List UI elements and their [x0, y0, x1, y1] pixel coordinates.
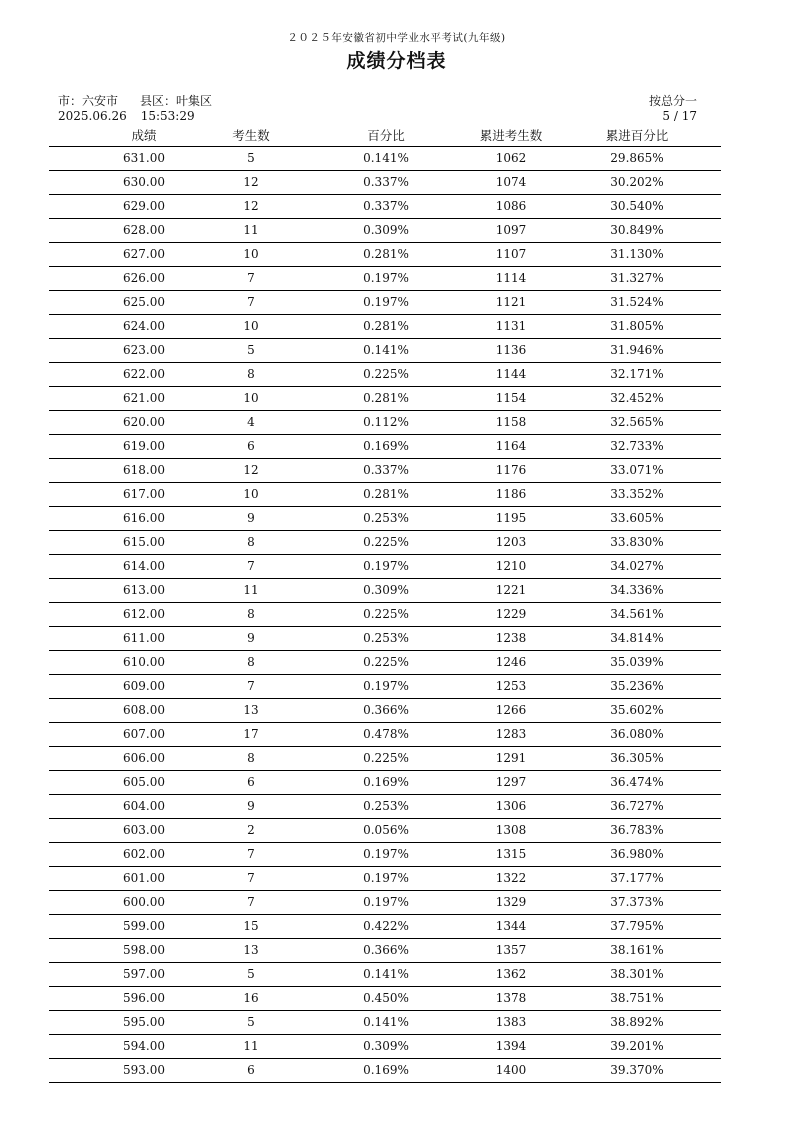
- score-cell: 606.00: [123, 751, 165, 765]
- score-cell: 604.00: [123, 799, 165, 813]
- cumulative-percent-cell: 31.327%: [610, 271, 664, 285]
- table-row: [49, 891, 721, 915]
- cumulative-count-cell: 1186: [495, 487, 527, 501]
- count-cell: 9: [247, 511, 255, 525]
- table-body: [49, 147, 721, 1083]
- percent-cell: 0.337%: [363, 175, 409, 189]
- cumulative-percent-cell: 31.805%: [610, 319, 664, 333]
- percent-cell: 0.309%: [363, 223, 409, 237]
- score-cell: 628.00: [123, 223, 165, 237]
- cumulative-count-cell: 1136: [495, 343, 527, 357]
- table-row: [49, 843, 721, 867]
- percent-cell: 0.112%: [363, 415, 409, 429]
- cumulative-count-cell: 1315: [495, 847, 527, 861]
- count-cell: 7: [247, 895, 255, 909]
- percent-cell: 0.197%: [363, 847, 409, 861]
- count-cell: 8: [247, 751, 255, 765]
- cumulative-percent-cell: 30.540%: [610, 199, 664, 213]
- table-row: [49, 963, 721, 987]
- cumulative-count-cell: 1306: [495, 799, 527, 813]
- percent-cell: 0.281%: [363, 487, 409, 501]
- table-row: [49, 771, 721, 795]
- count-cell: 10: [243, 319, 259, 333]
- cumulative-percent-cell: 35.039%: [610, 655, 664, 669]
- percent-cell: 0.197%: [363, 271, 409, 285]
- percent-cell: 0.225%: [363, 535, 409, 549]
- table-row: [49, 603, 721, 627]
- column-header-count: 考生数: [232, 128, 270, 143]
- time-text: 15:53:29: [140, 109, 195, 123]
- table-row: [49, 363, 721, 387]
- percent-cell: 0.309%: [363, 583, 409, 597]
- table-row: [49, 171, 721, 195]
- cumulative-count-cell: 1195: [495, 511, 527, 525]
- score-cell: 595.00: [123, 1015, 165, 1029]
- cumulative-count-cell: 1114: [495, 271, 527, 285]
- cumulative-percent-cell: 38.161%: [610, 943, 664, 957]
- score-cell: 613.00: [123, 583, 165, 597]
- count-cell: 10: [243, 391, 259, 405]
- date-text: 2025.06.26: [58, 109, 127, 123]
- cumulative-percent-cell: 36.474%: [610, 775, 664, 789]
- column-header-score: 成绩: [131, 128, 157, 143]
- exam-subtitle: ２０２５年安徽省初中学业水平考试(九年级): [287, 32, 506, 44]
- cumulative-count-cell: 1283: [495, 727, 527, 741]
- cumulative-percent-cell: 36.783%: [610, 823, 664, 837]
- count-cell: 7: [247, 559, 255, 573]
- count-cell: 7: [247, 679, 255, 693]
- score-cell: 615.00: [123, 535, 165, 549]
- cumulative-percent-cell: 35.236%: [610, 679, 664, 693]
- score-cell: 617.00: [123, 487, 165, 501]
- table-row: [49, 867, 721, 891]
- cumulative-count-cell: 1329: [495, 895, 527, 909]
- score-cell: 610.00: [123, 655, 165, 669]
- percent-cell: 0.253%: [363, 511, 409, 525]
- cumulative-percent-cell: 38.301%: [610, 967, 664, 981]
- score-cell: 608.00: [123, 703, 165, 717]
- count-cell: 6: [247, 1063, 255, 1077]
- percent-cell: 0.141%: [363, 343, 409, 357]
- percent-cell: 0.197%: [363, 895, 409, 909]
- score-cell: 602.00: [123, 847, 165, 861]
- cumulative-percent-cell: 33.830%: [610, 535, 664, 549]
- percent-cell: 0.197%: [363, 679, 409, 693]
- count-cell: 13: [243, 943, 259, 957]
- cumulative-percent-cell: 36.980%: [610, 847, 664, 861]
- score-cell: 593.00: [123, 1063, 165, 1077]
- count-cell: 11: [243, 1039, 259, 1053]
- cumulative-percent-cell: 37.795%: [610, 919, 664, 933]
- table-row: [49, 507, 721, 531]
- score-cell: 619.00: [123, 439, 165, 453]
- percent-cell: 0.253%: [363, 799, 409, 813]
- percent-cell: 0.225%: [363, 751, 409, 765]
- cumulative-count-cell: 1357: [495, 943, 527, 957]
- count-cell: 13: [243, 703, 259, 717]
- percent-cell: 0.169%: [363, 1063, 409, 1077]
- cumulative-percent-cell: 38.892%: [610, 1015, 664, 1029]
- cumulative-percent-cell: 33.605%: [610, 511, 664, 525]
- cumulative-percent-cell: 37.177%: [610, 871, 664, 885]
- percent-cell: 0.478%: [363, 727, 409, 741]
- table-header: [49, 126, 721, 147]
- count-cell: 8: [247, 367, 255, 381]
- percent-cell: 0.450%: [363, 991, 409, 1005]
- score-cell: 623.00: [123, 343, 165, 357]
- cumulative-count-cell: 1210: [495, 559, 527, 573]
- count-cell: 7: [247, 271, 255, 285]
- city-label: 市：六安市: [58, 94, 119, 108]
- cumulative-count-cell: 1176: [495, 463, 527, 477]
- percent-cell: 0.225%: [363, 607, 409, 621]
- count-cell: 15: [243, 919, 259, 933]
- percent-cell: 0.141%: [363, 151, 409, 165]
- score-cell: 597.00: [123, 967, 165, 981]
- score-cell: 599.00: [123, 919, 165, 933]
- count-cell: 10: [243, 247, 259, 261]
- score-cell: 605.00: [123, 775, 165, 789]
- cumulative-count-cell: 1291: [495, 751, 527, 765]
- cumulative-count-cell: 1297: [495, 775, 527, 789]
- percent-cell: 0.225%: [363, 367, 409, 381]
- score-cell: 600.00: [123, 895, 165, 909]
- count-cell: 11: [243, 583, 259, 597]
- cumulative-count-cell: 1322: [495, 871, 527, 885]
- cumulative-count-cell: 1266: [495, 703, 527, 717]
- cumulative-count-cell: 1221: [495, 583, 527, 597]
- count-cell: 2: [247, 823, 255, 837]
- sort-label: 按总分一: [648, 94, 697, 108]
- cumulative-count-cell: 1378: [495, 991, 527, 1005]
- cumulative-count-cell: 1308: [495, 823, 527, 837]
- score-cell: 630.00: [123, 175, 165, 189]
- count-cell: 8: [247, 607, 255, 621]
- score-cell: 611.00: [123, 631, 165, 645]
- cumulative-percent-cell: 34.561%: [610, 607, 664, 621]
- score-cell: 624.00: [123, 319, 165, 333]
- cumulative-percent-cell: 36.080%: [610, 727, 664, 741]
- table-row: [49, 819, 721, 843]
- score-cell: 609.00: [123, 679, 165, 693]
- cumulative-count-cell: 1400: [495, 1063, 527, 1077]
- count-cell: 7: [247, 847, 255, 861]
- cumulative-count-cell: 1344: [495, 919, 527, 933]
- count-cell: 8: [247, 655, 255, 669]
- count-cell: 12: [243, 175, 259, 189]
- table-row: [49, 579, 721, 603]
- table-row: [49, 483, 721, 507]
- table-row: [49, 435, 721, 459]
- count-cell: 12: [243, 463, 259, 477]
- score-cell: 603.00: [123, 823, 165, 837]
- table-row: [49, 411, 721, 435]
- table-row: [49, 147, 721, 171]
- score-cell: 627.00: [123, 247, 165, 261]
- score-cell: 629.00: [123, 199, 165, 213]
- table-row: [49, 195, 721, 219]
- table-row: [49, 723, 721, 747]
- count-cell: 5: [247, 967, 255, 981]
- table-row: [49, 267, 721, 291]
- cumulative-count-cell: 1144: [495, 367, 527, 381]
- column-header-cumulative-percent: 累进百分比: [605, 128, 669, 143]
- table-row: [49, 243, 721, 267]
- score-cell: 614.00: [123, 559, 165, 573]
- cumulative-percent-cell: 38.751%: [610, 991, 664, 1005]
- count-cell: 5: [247, 1015, 255, 1029]
- county-label: 县区：叶集区: [140, 94, 213, 108]
- column-header-percent: 百分比: [367, 128, 405, 143]
- table-row: [49, 1059, 721, 1083]
- cumulative-count-cell: 1164: [495, 439, 527, 453]
- score-cell: 607.00: [123, 727, 165, 741]
- cumulative-percent-cell: 34.027%: [610, 559, 664, 573]
- cumulative-percent-cell: 32.565%: [610, 415, 664, 429]
- cumulative-count-cell: 1383: [495, 1015, 527, 1029]
- percent-cell: 0.309%: [363, 1039, 409, 1053]
- count-cell: 6: [247, 439, 255, 453]
- cumulative-count-cell: 1107: [495, 247, 527, 261]
- cumulative-percent-cell: 29.865%: [610, 151, 664, 165]
- cumulative-count-cell: 1229: [495, 607, 527, 621]
- percent-cell: 0.366%: [363, 943, 409, 957]
- score-cell: 618.00: [123, 463, 165, 477]
- percent-cell: 0.366%: [363, 703, 409, 717]
- cumulative-percent-cell: 32.733%: [610, 439, 664, 453]
- percent-cell: 0.281%: [363, 319, 409, 333]
- score-cell: 594.00: [123, 1039, 165, 1053]
- count-cell: 5: [247, 151, 255, 165]
- table-row: [49, 915, 721, 939]
- table-row: [49, 939, 721, 963]
- cumulative-percent-cell: 32.452%: [610, 391, 664, 405]
- percent-cell: 0.281%: [363, 391, 409, 405]
- page-number: 5 / 17: [662, 109, 697, 123]
- cumulative-percent-cell: 31.524%: [610, 295, 664, 309]
- count-cell: 7: [247, 295, 255, 309]
- cumulative-percent-cell: 31.946%: [610, 343, 664, 357]
- count-cell: 9: [247, 799, 255, 813]
- count-cell: 12: [243, 199, 259, 213]
- percent-cell: 0.197%: [363, 871, 409, 885]
- score-cell: 612.00: [123, 607, 165, 621]
- cumulative-percent-cell: 32.171%: [610, 367, 664, 381]
- table-row: [49, 315, 721, 339]
- table-row: [49, 795, 721, 819]
- cumulative-percent-cell: 39.370%: [610, 1063, 664, 1077]
- region-info: [58, 92, 212, 109]
- cumulative-percent-cell: 30.202%: [610, 175, 664, 189]
- cumulative-count-cell: 1246: [495, 655, 527, 669]
- cumulative-count-cell: 1097: [495, 223, 527, 237]
- count-cell: 8: [247, 535, 255, 549]
- table-row: [49, 651, 721, 675]
- table-row: [49, 675, 721, 699]
- table-row: [49, 987, 721, 1011]
- score-cell: 596.00: [123, 991, 165, 1005]
- page-title: 成绩分档表: [346, 50, 447, 72]
- score-cell: 620.00: [123, 415, 165, 429]
- percent-cell: 0.141%: [363, 1015, 409, 1029]
- cumulative-count-cell: 1086: [495, 199, 527, 213]
- count-cell: 9: [247, 631, 255, 645]
- column-header-cumulative-count: 累进考生数: [479, 128, 543, 143]
- cumulative-count-cell: 1238: [495, 631, 527, 645]
- score-cell: 616.00: [123, 511, 165, 525]
- count-cell: 17: [243, 727, 259, 741]
- score-cell: 621.00: [123, 391, 165, 405]
- count-cell: 6: [247, 775, 255, 789]
- table-row: [49, 747, 721, 771]
- cumulative-count-cell: 1131: [495, 319, 527, 333]
- score-cell: 625.00: [123, 295, 165, 309]
- cumulative-count-cell: 1253: [495, 679, 527, 693]
- cumulative-percent-cell: 33.352%: [610, 487, 664, 501]
- cumulative-percent-cell: 36.305%: [610, 751, 664, 765]
- score-cell: 598.00: [123, 943, 165, 957]
- percent-cell: 0.141%: [363, 967, 409, 981]
- count-cell: 4: [247, 415, 255, 429]
- cumulative-count-cell: 1062: [495, 151, 527, 165]
- percent-cell: 0.169%: [363, 439, 409, 453]
- cumulative-percent-cell: 30.849%: [610, 223, 664, 237]
- table-row: [49, 699, 721, 723]
- percent-cell: 0.056%: [363, 823, 409, 837]
- timestamp: [58, 109, 195, 123]
- table-row: [49, 531, 721, 555]
- table-row: [49, 291, 721, 315]
- table-row: [49, 555, 721, 579]
- percent-cell: 0.337%: [363, 199, 409, 213]
- score-cell: 626.00: [123, 271, 165, 285]
- cumulative-count-cell: 1074: [495, 175, 527, 189]
- table-row: [49, 387, 721, 411]
- cumulative-percent-cell: 36.727%: [610, 799, 664, 813]
- cumulative-count-cell: 1203: [495, 535, 527, 549]
- score-cell: 622.00: [123, 367, 165, 381]
- table-row: [49, 1011, 721, 1035]
- cumulative-count-cell: 1362: [495, 967, 527, 981]
- cumulative-count-cell: 1121: [495, 295, 527, 309]
- cumulative-percent-cell: 35.602%: [610, 703, 664, 717]
- count-cell: 5: [247, 343, 255, 357]
- percent-cell: 0.253%: [363, 631, 409, 645]
- cumulative-count-cell: 1158: [495, 415, 527, 429]
- percent-cell: 0.197%: [363, 295, 409, 309]
- cumulative-percent-cell: 39.201%: [610, 1039, 664, 1053]
- table-row: [49, 627, 721, 651]
- count-cell: 11: [243, 223, 259, 237]
- count-cell: 7: [247, 871, 255, 885]
- cumulative-count-cell: 1394: [495, 1039, 527, 1053]
- table-row: [49, 339, 721, 363]
- cumulative-percent-cell: 37.373%: [610, 895, 664, 909]
- cumulative-percent-cell: 34.336%: [610, 583, 664, 597]
- percent-cell: 0.197%: [363, 559, 409, 573]
- cumulative-count-cell: 1154: [495, 391, 527, 405]
- table-row: [49, 1035, 721, 1059]
- percent-cell: 0.281%: [363, 247, 409, 261]
- percent-cell: 0.225%: [363, 655, 409, 669]
- score-cell: 631.00: [123, 151, 165, 165]
- table-row: [49, 459, 721, 483]
- cumulative-percent-cell: 31.130%: [610, 247, 664, 261]
- score-cell: 601.00: [123, 871, 165, 885]
- cumulative-percent-cell: 33.071%: [610, 463, 664, 477]
- percent-cell: 0.337%: [363, 463, 409, 477]
- percent-cell: 0.169%: [363, 775, 409, 789]
- count-cell: 16: [243, 991, 259, 1005]
- percent-cell: 0.422%: [363, 919, 409, 933]
- cumulative-percent-cell: 34.814%: [610, 631, 664, 645]
- table-row: [49, 219, 721, 243]
- count-cell: 10: [243, 487, 259, 501]
